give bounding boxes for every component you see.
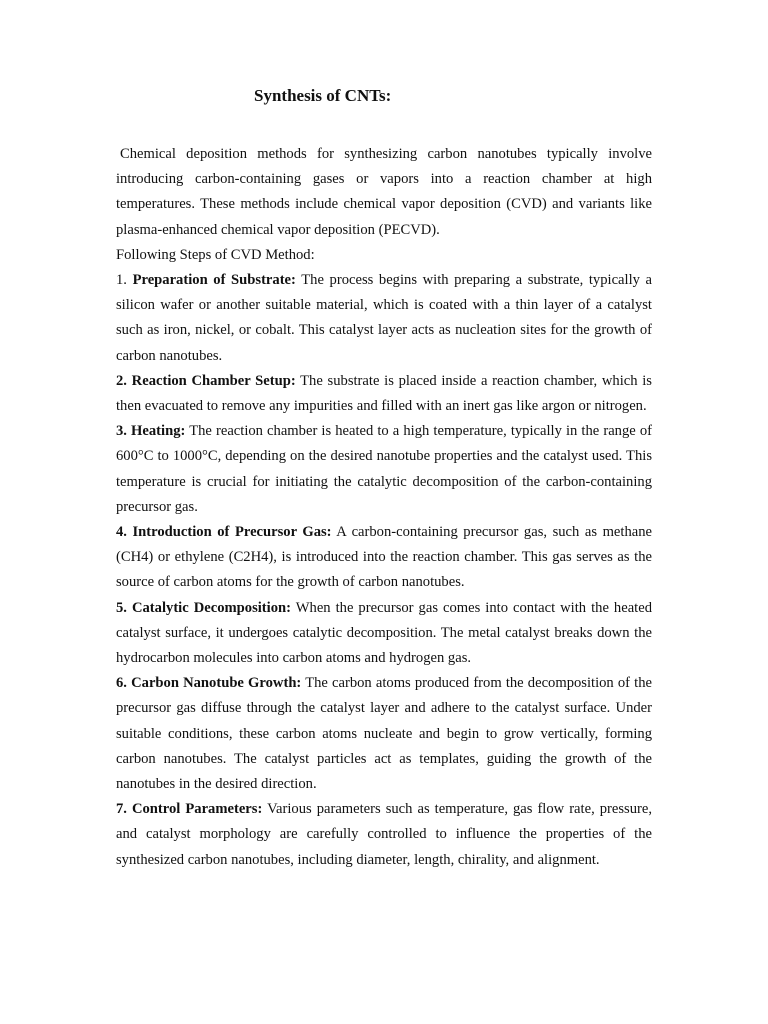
- step-text: The substrate is placed inside a reaction chamber, which is then evacuated to remove any impurities and filled with an inert gas like argon or nitrogen.: [116, 372, 652, 415]
- document-title: Synthesis of CNTs:: [254, 86, 392, 105]
- step-number: 6.: [116, 675, 127, 692]
- document-body: [116, 142, 652, 873]
- step-item: [116, 671, 652, 797]
- step-heading: Catalytic Decomposition:: [131, 599, 291, 616]
- step-text: The carbon atoms produced from the decomposition of the precursor gas diffuse through the catalyst layer and adhere to the catalyst surface. Under suitable conditions, these carbon atoms nucleate and begin to grow vertically, forming carbon nanotubes. The catalyst particles act as templates, guiding the growth of the nanotubes in the desired direction.: [116, 675, 652, 793]
- step-item: [116, 369, 652, 419]
- step-item: [116, 268, 652, 369]
- intro-paragraph: Chemical deposition methods for synthesizing carbon nanotubes typically involve introducing carbon-containing gases or vapors into a reaction chamber at high temperatures. These methods include chemical vapor deposition (CVD) and variants like plasma-enhanced chemical vapor deposition (PECVD).: [116, 146, 652, 238]
- step-heading: Introduction of Precursor Gas:: [132, 524, 332, 541]
- steps-heading: Following Steps of CVD Method:: [116, 246, 315, 263]
- step-number: 5.: [116, 599, 127, 616]
- step-item: [116, 419, 652, 520]
- step-text: Various parameters such as temperature, gas flow rate, pressure, and catalyst morphology are carefully controlled to influence the properties of the synthesized carbon nanotubes, including diameter, length, chirality, and alignment.: [116, 801, 653, 868]
- step-item: [116, 520, 652, 596]
- step-heading: Control Parameters:: [131, 801, 263, 818]
- step-number: 7.: [116, 801, 127, 818]
- step-number: 2.: [116, 372, 127, 389]
- step-heading: Heating:: [131, 423, 186, 440]
- step-text: The reaction chamber is heated to a high temperature, typically in the range of 600°C to 1000°C, depending on the desired nanotube properties and the catalyst used. This temperature is crucial for initiating the catalytic decomposition of the carbon-containing precursor gas.: [116, 423, 652, 515]
- step-text: The process begins with preparing a substrate, typically a silicon wafer or another suitable material, which is coated with a thin layer of a catalyst such as iron, nickel, or cobalt. This catalyst layer acts as nucleation sites for the growth of carbon nanotubes.: [116, 272, 653, 364]
- step-heading: Carbon Nanotube Growth:: [131, 675, 302, 692]
- step-heading: Reaction Chamber Setup:: [131, 372, 296, 389]
- step-heading: Preparation of Substrate:: [132, 272, 296, 289]
- step-item: [116, 596, 652, 672]
- step-number: 4.: [116, 524, 127, 541]
- step-item: [116, 797, 652, 873]
- step-text: A carbon-containing precursor gas, such as methane (CH4) or ethylene (C2H4), is introduced into the reaction chamber. This gas serves as the source of carbon atoms for the growth of carbon nanotubes.: [116, 524, 652, 591]
- step-number: 1.: [116, 272, 127, 289]
- step-text: When the precursor gas comes into contact with the heated catalyst surface, it undergoes catalytic decomposition. The metal catalyst breaks down the hydrocarbon molecules into carbon atoms and hydrogen gas.: [116, 599, 653, 667]
- step-number: 3.: [116, 423, 127, 440]
